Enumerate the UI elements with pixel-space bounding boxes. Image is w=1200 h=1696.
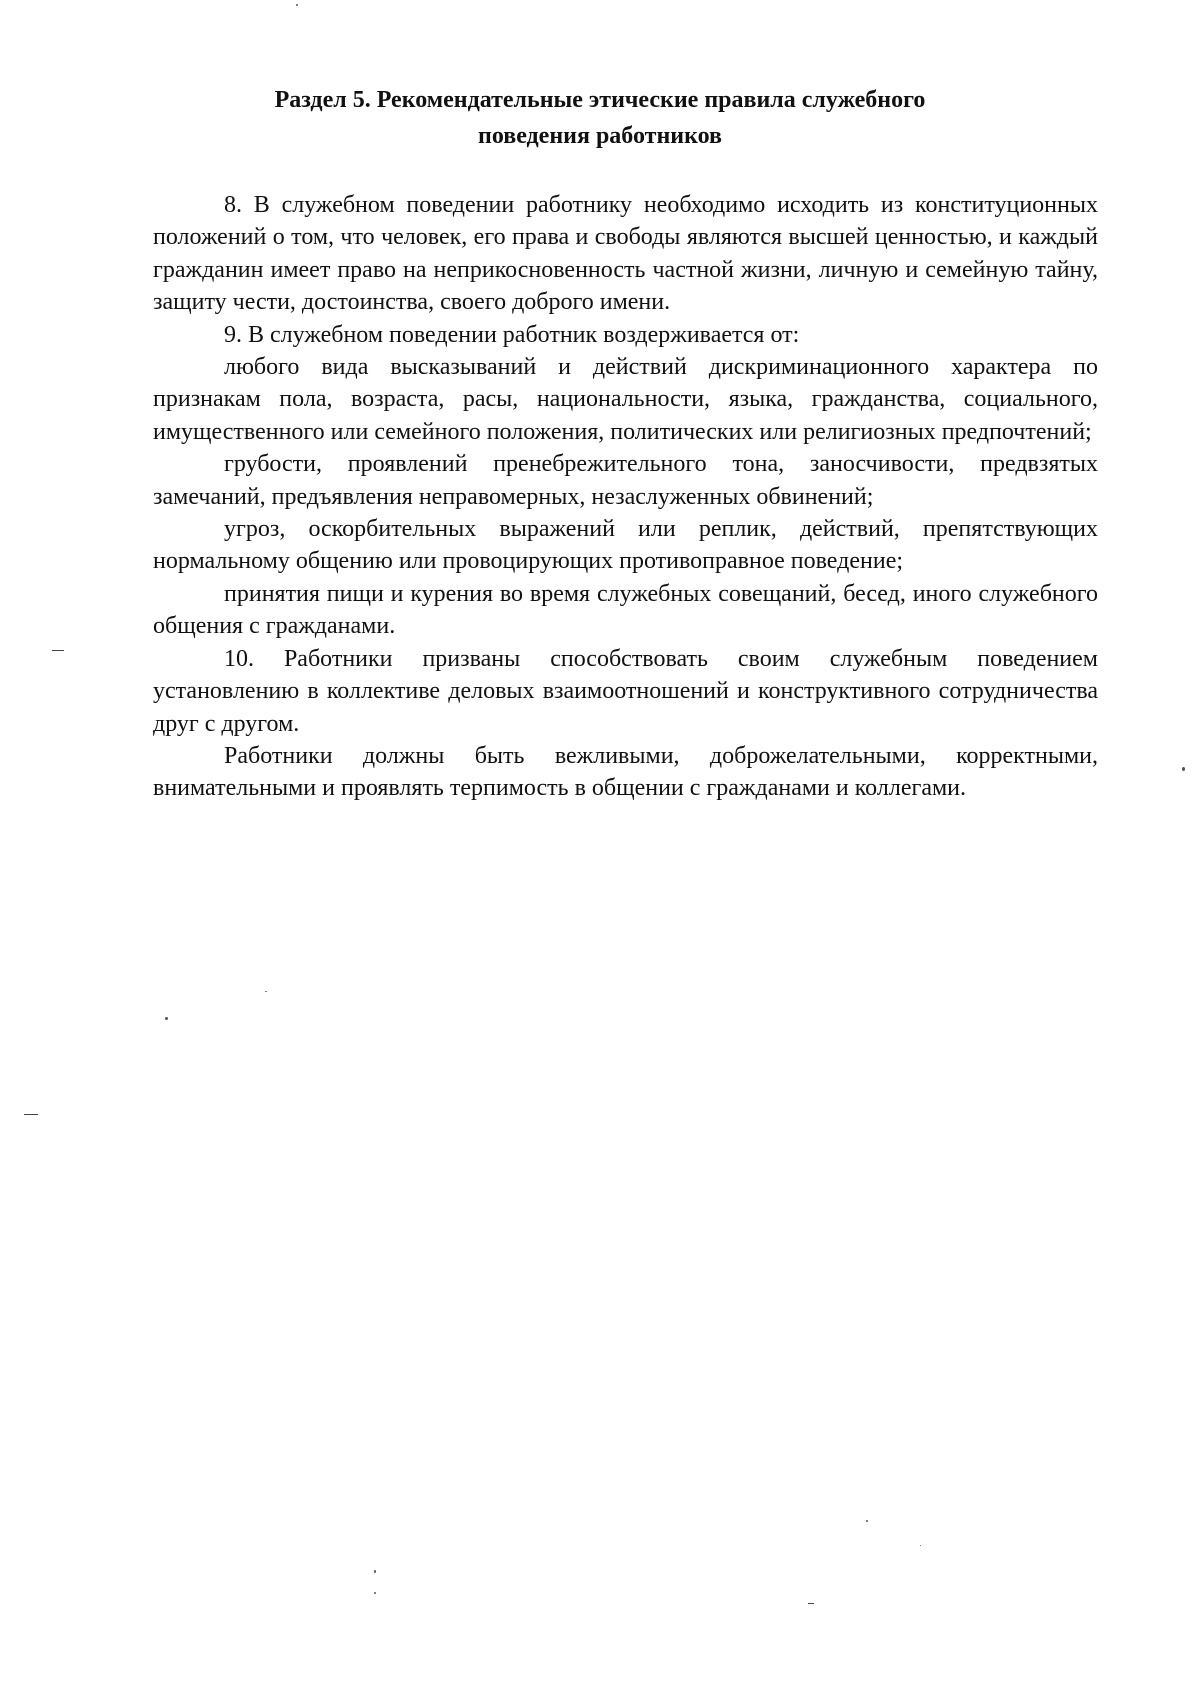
scan-mark (24, 1114, 38, 1115)
section-heading-line-2: поведения работников (478, 123, 722, 149)
paragraph-discrimination: любого вида высказываний и действий дискриминационного характера по признакам пола, возраста, расы, национальности, языка, гражданства, социального, имущественного или семейного положения, политических или религиозных предпочтений; (153, 354, 1098, 445)
scan-speck (866, 1520, 868, 1522)
section-heading (150, 82, 1050, 154)
scan-speck (265, 991, 267, 992)
document-body (153, 189, 1098, 805)
scan-speck (374, 1570, 376, 1573)
scan-mark (52, 650, 64, 651)
paragraph-item-8: 8. В служебном поведении работнику необходимо исходить из конституционных положений о том, что человек, его права и свободы являются высшей ценностью, и каждый гражданин имеет право на неприкосновенность частной жизни, личную и семейную тайну, защиту чести, достоинства, своего доброго имени. (153, 192, 1098, 316)
scan-speck (296, 4, 298, 6)
scan-speck (920, 1545, 921, 1546)
scan-speck (1182, 767, 1185, 771)
paragraph-item-10: 10. Работники призваны способствовать своим служебным поведением установлению в коллективе деловых взаимоотношений и конструктивного сотрудничества друг с другом. (153, 645, 1098, 737)
paragraph-item-9: 9. В служебном поведении работник воздерживается от: (224, 321, 800, 348)
scan-mark (808, 1603, 814, 1604)
paragraph-threats: угроз, оскорбительных выражений или реплик, действий, препятствующих нормальному общению или провоцирующих противоправное поведение; (153, 516, 1098, 575)
paragraph-politeness: Работники должны быть вежливыми, доброжелательными, корректными, внимательными и проявлять терпимость в общении с гражданами и коллегами. (153, 742, 1098, 802)
paragraph-rudeness: грубости, проявлений пренебрежительного тона, заносчивости, предвзятых замечаний, предъявления неправомерных, незаслуженных обвинений; (153, 451, 1098, 510)
section-heading-line-1: Раздел 5. Рекомендательные этические правила служебного (274, 87, 926, 113)
paragraph-eating-smoking: принятия пищи и курения во время служебных совещаний, бесед, иного служебного общения с гражданами. (153, 580, 1098, 640)
scan-speck (165, 1017, 168, 1020)
scan-speck (374, 1592, 376, 1594)
